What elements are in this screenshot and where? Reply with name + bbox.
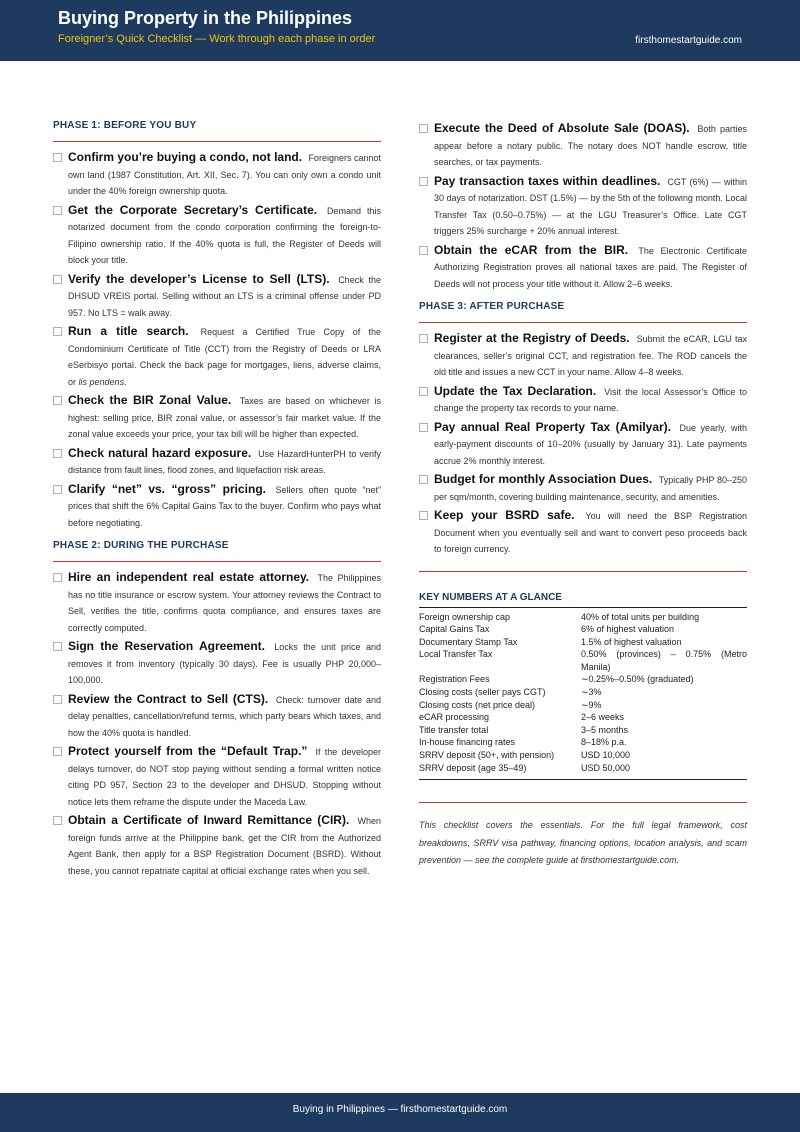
checklist-item-text: Locks the unit price and removes it from inventory (typically 30 days). Fee is usually PHP 20,000–100,000.: [68, 642, 381, 685]
key-number-label: Foreign ownership cap: [419, 611, 511, 622]
checklist-item-body: [434, 242, 747, 293]
key-numbers-table: [419, 608, 747, 781]
checkbox[interactable]: [419, 124, 428, 133]
key-number-label: eCAR processing: [419, 712, 490, 723]
checklist-item: [53, 149, 381, 200]
checkbox[interactable]: [419, 334, 428, 343]
checklist-item-title: Keep your BSRD safe.: [434, 508, 583, 522]
checklist-item-body: [68, 202, 381, 269]
footer-text: Buying in Philippines — firsthomestartguide.com: [292, 1104, 508, 1115]
checklist-item-body: [434, 471, 747, 505]
checklist-item-text: Request a Certified True Copy of the Condominium Certificate of Title (CCT) from the Registry of Deeds or LRA eSerbisyo portal. Check the back page for mortgages, liens, adverse claims, or: [68, 327, 381, 387]
checkbox[interactable]: [53, 695, 62, 704]
checklist-item-title: Register at the Registry of Deeds.: [434, 331, 634, 345]
checklist-item: [419, 507, 747, 558]
key-number-row: [419, 736, 747, 749]
key-number-value: ∼9%: [581, 699, 602, 710]
key-number-value: 40% of total units per building: [581, 611, 700, 622]
checklist-item-body: [68, 271, 381, 322]
checklist-item-title: Sign the Reservation Agreement.: [68, 639, 272, 653]
checklist-item-text: Check: turnover date and delay penalties, cancellation/refund terms, which party bears which taxes, and how the 40% quota is handled.: [68, 694, 381, 738]
key-number-row: [419, 724, 747, 737]
checklist-item: [53, 691, 381, 742]
checkbox[interactable]: [419, 511, 428, 520]
checklist-item-title: Update the Tax Declaration.: [434, 383, 602, 398]
checklist-item-text: Demand this notarized document from the condo corporation confirming the foreign-to-Filipino ownership ratio. If the 40% quota is full, the Register of Deeds will block your title.: [68, 205, 381, 265]
key-number-value: 1.5% of highest valuation: [581, 636, 682, 647]
key-number-value: USD 10,000: [581, 750, 631, 761]
checklist-item-title: Obtain the eCAR from the BIR.: [434, 242, 636, 257]
key-number-row: [419, 762, 747, 775]
checklist-item-body: [68, 638, 381, 689]
section-divider-2: [419, 802, 747, 803]
key-number-label: Capital Gains Tax: [419, 624, 490, 635]
checklist-item-body: [68, 481, 381, 532]
checklist-item: [53, 743, 381, 810]
checklist-item-italic: lis pendens: [78, 376, 125, 387]
checklist-item-text: When foreign funds arrive at the Philippine bank, get the CIR from the Authorized Agent Bank, then apply for a BSP Registration Document (BSRD). Without these, you cannot repatriate capital at official exchange rates when you sell.: [68, 816, 381, 876]
checklist-item: [419, 120, 747, 171]
checklist-item-body: [68, 691, 381, 742]
checklist-item-text-end: .: [124, 376, 127, 387]
checklist-item: [419, 419, 747, 470]
key-number-row: [419, 636, 747, 649]
checklist-item: [53, 638, 381, 689]
checklist-item-body: [68, 445, 381, 479]
header-bar: [0, 0, 800, 61]
checklist-item-body: [68, 569, 381, 636]
checklist-item-title: Get the Corporate Secretary’s Certificate.: [68, 202, 324, 217]
checklist-item-body: [434, 383, 747, 417]
checklist-item-title: Check natural hazard exposure.: [68, 445, 256, 460]
key-number-label: Title transfer total: [419, 724, 489, 735]
checklist-item: [419, 471, 747, 505]
checkbox[interactable]: [419, 387, 428, 396]
right-column: [419, 120, 747, 870]
checklist-item-text: Both parties appear before a notary public. The notary does NOT handle escrow, title searches, or tax payments.: [434, 124, 747, 167]
checklist-item-body: [68, 323, 381, 390]
checklist-item: [419, 383, 747, 417]
left-column: [53, 120, 381, 888]
phase-1-section: [53, 120, 381, 531]
key-number-label: Closing costs (net price deal): [419, 699, 536, 710]
checklist-item-title: Budget for monthly Association Dues.: [434, 472, 656, 486]
key-number-value: USD 50,000: [581, 762, 631, 773]
phase-1-heading: PHASE 1: BEFORE YOU BUY: [53, 120, 381, 142]
checklist-item-text: Submit the eCAR, LGU tax clearances, seller’s original CCT, and registration fee. The ROD cancels the old title and issues a new CCT in your name. Allow 4–8 weeks.: [434, 334, 747, 377]
checklist-item-body: [434, 173, 747, 240]
checklist-item-body: [68, 743, 381, 810]
checklist-item-title: Confirm you’re buying a condo, not land.: [68, 150, 306, 164]
checklist-item-title: Pay annual Real Property Tax (Amilyar).: [434, 419, 677, 434]
checklist-item-title: Pay transaction taxes within deadlines.: [434, 173, 665, 188]
phase-2-heading: PHASE 2: DURING THE PURCHASE: [53, 540, 381, 562]
key-number-label: Closing costs (seller pays CGT): [419, 687, 546, 698]
checklist-item-body: [434, 330, 747, 381]
key-number-label: SRRV deposit (50+, with pension): [419, 750, 555, 761]
checklist-item-text: The Philippines has no title insurance or escrow system. Your attorney reviews the Contract to Sell, verifies the title, confirms quota compliance, and ensures taxes are correctly computed.: [68, 573, 381, 633]
footer-bar: [0, 1093, 800, 1132]
checklist-item-body: [68, 392, 381, 443]
page-subtitle: Foreigner’s Quick Checklist — Work through each phase in order: [58, 33, 376, 45]
key-number-row: [419, 648, 747, 673]
checklist-item-title: Review the Contract to Sell (CTS).: [68, 691, 273, 706]
checklist-item: [419, 242, 747, 293]
checkbox[interactable]: [419, 246, 428, 255]
checklist-item-title: Check the BIR Zonal Value.: [68, 393, 237, 407]
checklist-item-text: Visit the local Assessor’s Office to change the property tax records to your name.: [434, 386, 747, 413]
checkbox[interactable]: [53, 816, 62, 825]
checklist-item-body: [68, 812, 381, 879]
checkbox[interactable]: [53, 485, 62, 494]
checklist-item-text: Use HazardHunterPH to verify distance from fault lines, flood zones, and liquefaction risk areas.: [68, 448, 381, 475]
section-divider: [419, 571, 747, 572]
checkbox[interactable]: [419, 475, 428, 484]
checklist-item: [53, 569, 381, 636]
key-number-value: 8–18% p.a.: [581, 737, 627, 748]
checklist-item: [53, 271, 381, 322]
checkbox[interactable]: [53, 153, 62, 162]
checklist-item-title: Execute the Deed of Absolute Sale (DOAS).: [434, 121, 695, 135]
key-number-value: ∼3%: [581, 687, 602, 698]
key-number-value: ∼0.25%–0.50% (graduated): [581, 674, 694, 685]
key-number-row: [419, 699, 747, 712]
checklist-item-text: Taxes are based on whichever is highest: selling price, BIR zonal value, or assessor’s fair market value. If the zonal value exceeds your price, your tax bill will be higher than expected.: [68, 396, 381, 439]
checkbox[interactable]: [53, 396, 62, 405]
header-site-link[interactable]: firsthomestartguide.com: [635, 35, 742, 46]
checklist-item-title: Run a title search.: [68, 324, 198, 338]
phase-2-section: [53, 540, 381, 879]
checklist-item: [419, 173, 747, 240]
key-number-label: Documentary Stamp Tax: [419, 636, 518, 647]
phase-3-heading: PHASE 3: AFTER PURCHASE: [419, 301, 747, 323]
checklist-item-title: Protect yourself from the “Default Trap.”: [68, 744, 313, 758]
checkbox[interactable]: [53, 327, 62, 336]
checklist-item-title: Clarify “net” vs. “gross” pricing.: [68, 481, 273, 496]
key-number-label: Local Transfer Tax: [419, 649, 493, 660]
checklist-item-text: You will need the BSP Registration Document when you eventually sell and want to convert peso proceeds back to foreign currency.: [434, 511, 747, 554]
key-number-row: [419, 611, 747, 624]
checklist-item: [53, 202, 381, 269]
page-title: Buying Property in the Philippines: [58, 8, 353, 28]
key-number-value: 6% of highest valuation: [581, 624, 675, 635]
phase-2-checklist-continued: [419, 120, 747, 292]
phase-2-continued: [419, 120, 747, 292]
checklist-item-text: Typically PHP 80–250 per sqm/month, covering building maintenance, security, and amenities.: [434, 475, 747, 502]
checklist-item: [419, 330, 747, 381]
checklist-item-title: Hire an independent real estate attorney.: [68, 570, 315, 584]
key-number-label: Registration Fees: [419, 674, 490, 685]
key-number-value: 3–5 months: [581, 724, 629, 735]
checklist-item-title: Verify the developer’s License to Sell (LTS).: [68, 271, 336, 286]
checkbox[interactable]: [53, 747, 62, 756]
checklist-item-body: [434, 507, 747, 558]
checklist-item-text: Check the DHSUD VREIS portal. Selling without an LTS is a criminal offense under PD 957. No LTS = walk away.: [68, 274, 381, 318]
checkbox[interactable]: [53, 206, 62, 215]
phase-3-checklist: [419, 330, 747, 558]
key-number-row: [419, 673, 747, 686]
phase-2-checklist: [53, 569, 381, 879]
checklist-item-text: CGT (6%) — within 30 days of notarization. DST (1.5%) — by the 5th of the following month. Local Transfer Tax (0.50–0.75%) — at the LGU Treasurer’s Office. Late CGT triggers 25% surcharge + 20% annual interest.: [434, 176, 747, 236]
checkbox[interactable]: [53, 573, 62, 582]
checkbox[interactable]: [419, 177, 428, 186]
key-number-row: [419, 749, 747, 762]
key-number-row: [419, 623, 747, 636]
checklist-item: [53, 323, 381, 390]
key-number-label: In-house financing rates: [419, 737, 516, 748]
phase-1-checklist: [53, 149, 381, 531]
checkbox[interactable]: [419, 423, 428, 432]
checklist-item-body: [434, 120, 747, 171]
checklist-item: [53, 481, 381, 532]
phase-3-section: [419, 301, 747, 558]
key-number-label: SRRV deposit (age 35–49): [419, 762, 527, 773]
checkbox[interactable]: [53, 642, 62, 651]
checkbox[interactable]: [53, 275, 62, 284]
checklist-item: [53, 445, 381, 479]
closing-note: This checklist covers the essentials. For the full legal framework, cost breakdowns, SRRV visa pathway, financing options, location analysis, and scam prevention — see the complete guide at firsthomestartguide.com.: [419, 820, 747, 866]
checklist-item-text: The Electronic Certificate Authorizing Registration proves all national taxes are paid. The Register of Deeds will not process your title without it. Allow 2–6 weeks.: [434, 245, 747, 289]
checklist-item-text: Foreigners cannot own land (1987 Constitution, Art. XII, Sec. 7). You can only own a condo unit under the 40% foreign ownership quota.: [68, 153, 381, 196]
key-number-value: 0.50% (provinces) – 0.75% (Metro Manila): [581, 649, 747, 672]
checklist-item: [53, 812, 381, 879]
checklist-item-text: If the developer delays turnover, do NOT stop paying without sending a formal written notice citing PD 957, Section 23 to the developer and DHSUD. Stopping without notice lets them reframe the dispute under the Maceda Law.: [68, 747, 382, 807]
checklist-item-text: Sellers often quote “net” prices that shift the 6% Capital Gains Tax to the buyer. Confirm who pays what before negotiating.: [68, 484, 381, 528]
checklist-item: [53, 392, 381, 443]
checklist-item-title: Obtain a Certificate of Inward Remittance (CIR).: [68, 813, 355, 827]
key-numbers-heading: KEY NUMBERS AT A GLANCE: [419, 592, 747, 608]
key-number-row: [419, 711, 747, 724]
checkbox[interactable]: [53, 449, 62, 458]
key-number-value: 2–6 weeks: [581, 712, 625, 723]
key-number-row: [419, 686, 747, 699]
checklist-item-text: Due yearly, with early-payment discounts of 10–20% (usually by January 31). Late payments accrue 2% monthly interest.: [434, 422, 748, 466]
checklist-item-body: [68, 149, 381, 200]
checklist-item-body: [434, 419, 747, 470]
